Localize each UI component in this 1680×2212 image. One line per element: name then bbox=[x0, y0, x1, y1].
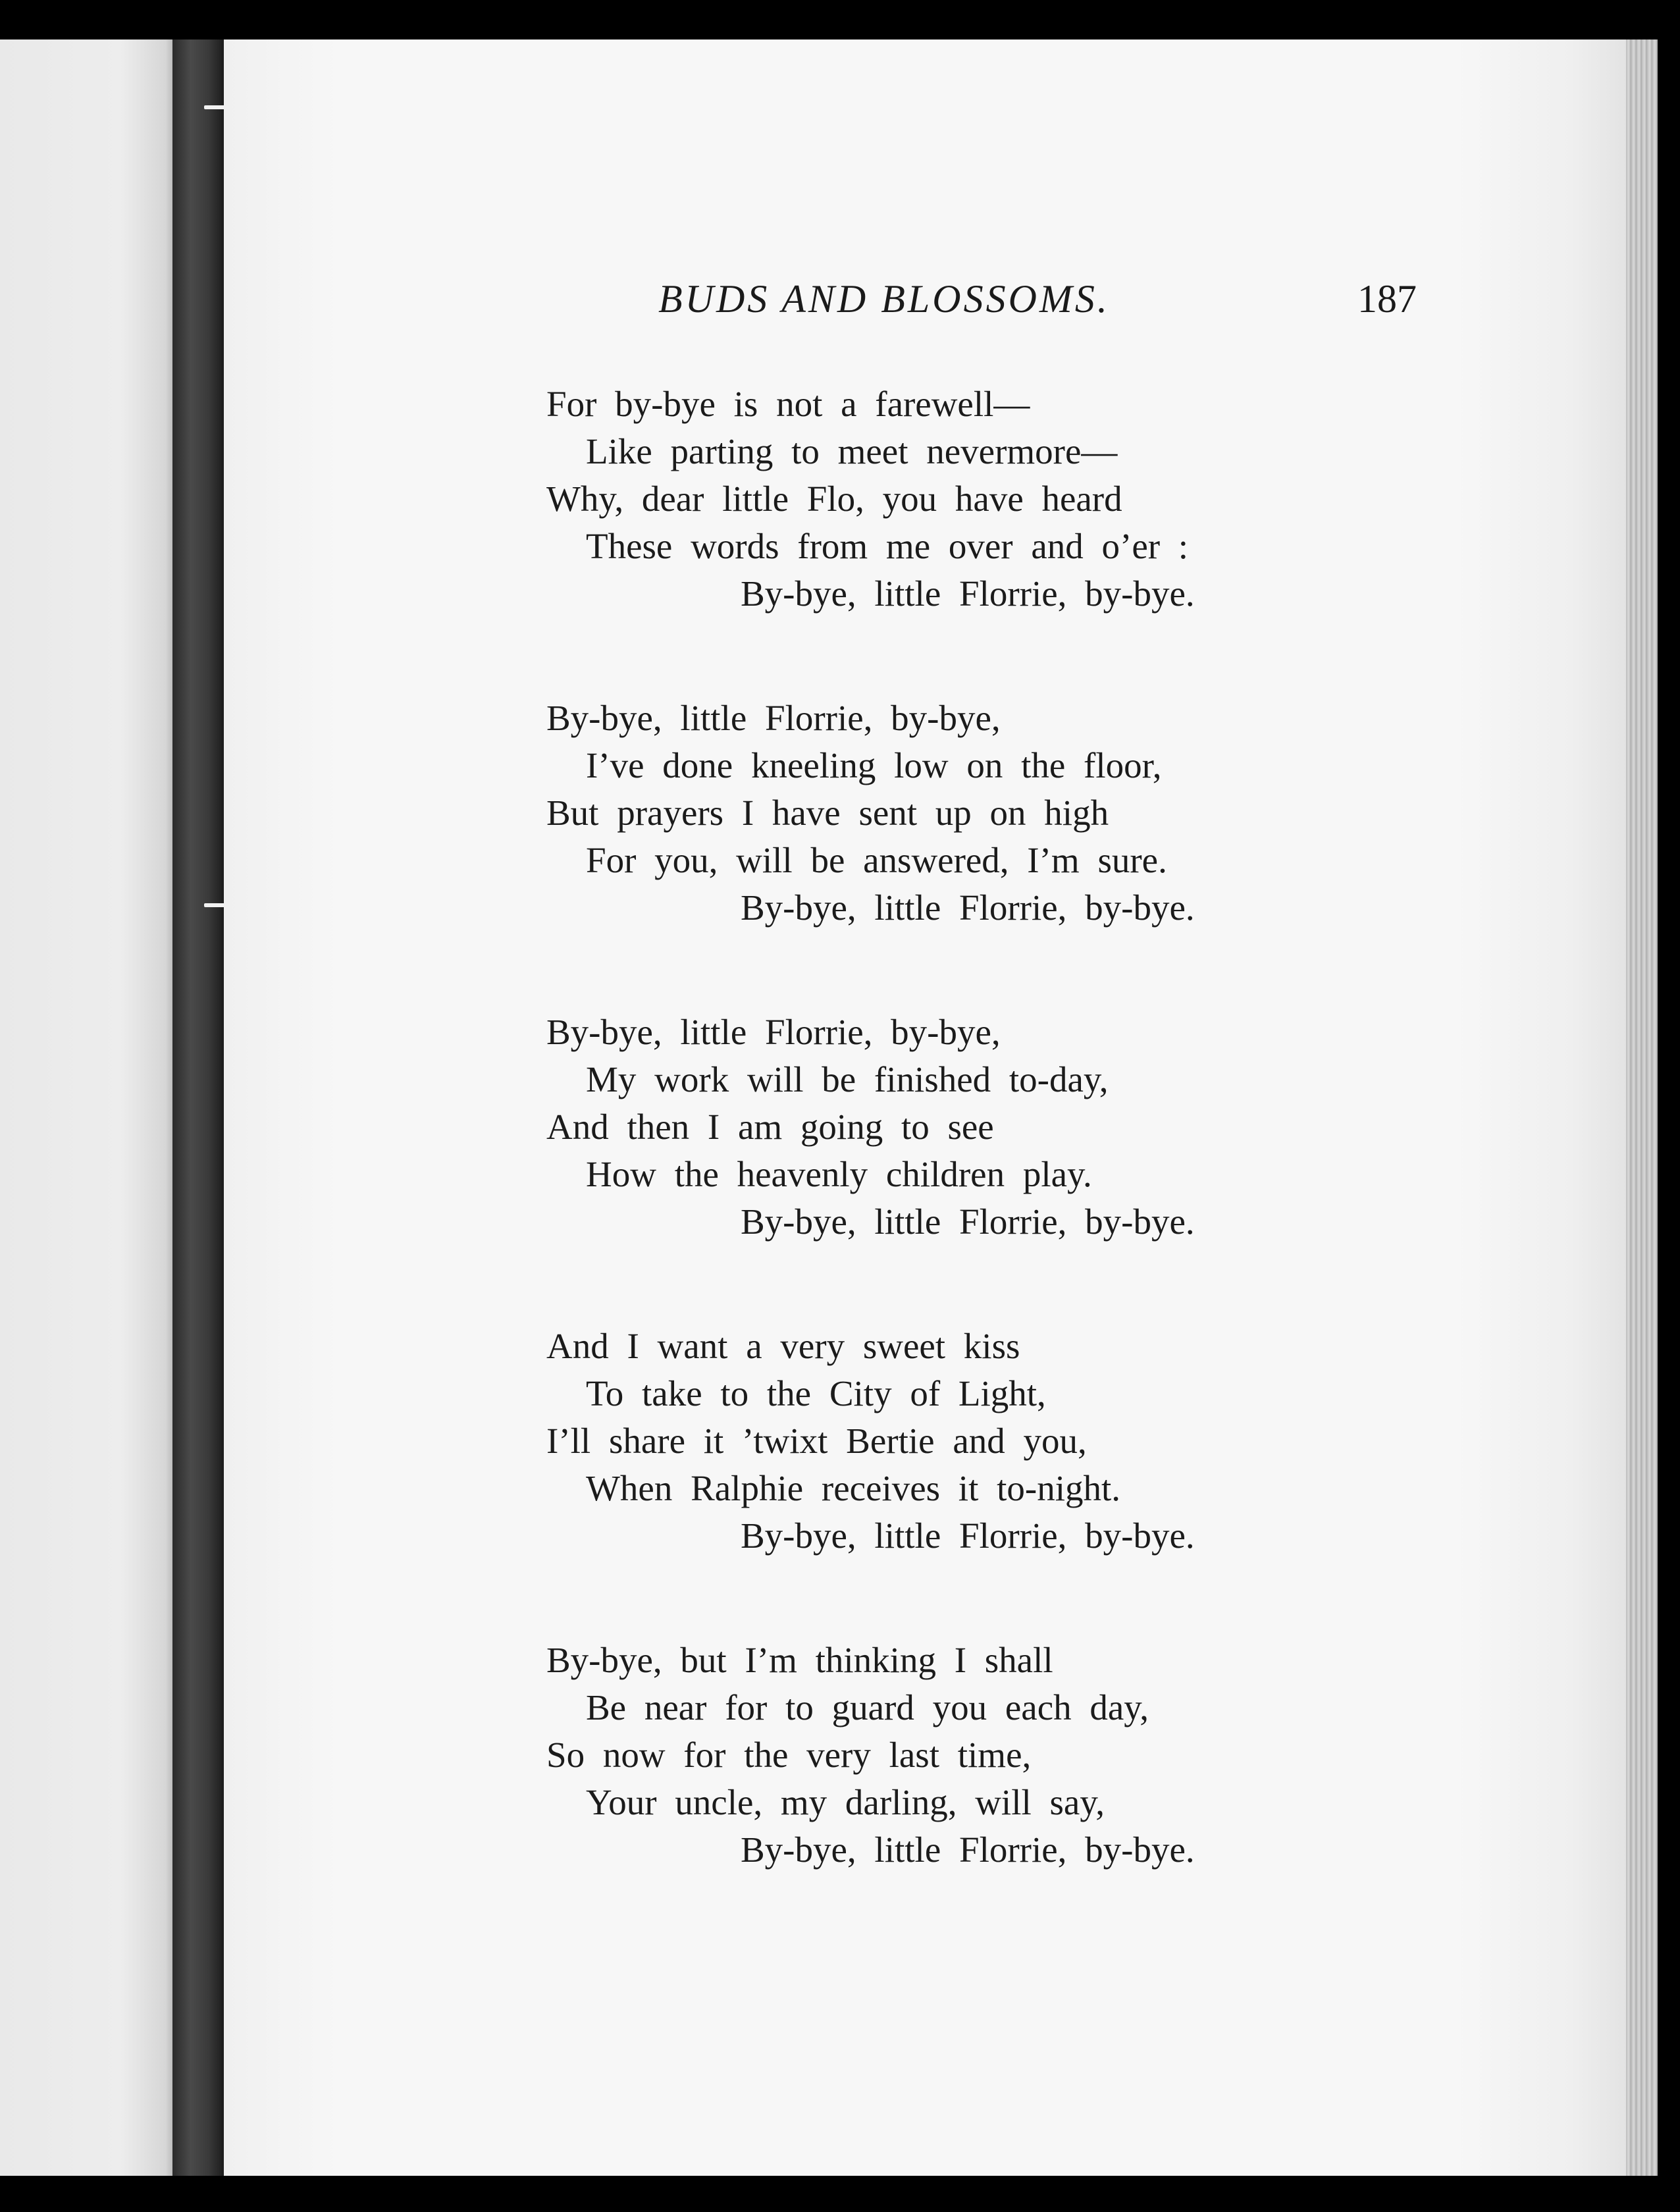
poem-line: I’ll share it ’twixt Bertie and you, bbox=[546, 1421, 1087, 1461]
page-fore-edge bbox=[1626, 40, 1658, 2176]
poem-refrain: By-bye, little Florrie, by-bye. bbox=[741, 1201, 1195, 1242]
poem-refrain: By-bye, little Florrie, by-bye. bbox=[741, 1515, 1195, 1556]
page-number: 187 bbox=[1357, 277, 1417, 321]
book-spine bbox=[172, 40, 224, 2176]
poem-line: I’ve done kneeling low on the floor, bbox=[586, 745, 1162, 785]
poem-line: When Ralphie receives it to-night. bbox=[586, 1468, 1121, 1508]
stanza bbox=[546, 381, 1402, 618]
poem-refrain: By-bye, little Florrie, by-bye. bbox=[741, 887, 1195, 928]
poem-line: Your uncle, my darling, will say, bbox=[586, 1782, 1105, 1822]
poem-line: By-bye, but I’m thinking I shall bbox=[546, 1640, 1053, 1680]
left-page-edge bbox=[0, 40, 172, 2176]
poem-refrain: By-bye, little Florrie, by-bye. bbox=[741, 573, 1195, 614]
poem-refrain: By-bye, little Florrie, by-bye. bbox=[741, 1830, 1195, 1870]
stanza bbox=[546, 1009, 1402, 1246]
stanza bbox=[546, 1637, 1402, 1874]
poem-line: So now for the very last time, bbox=[546, 1735, 1032, 1775]
poem-line: For by-bye is not a farewell— bbox=[546, 384, 1030, 424]
poem-line: And I want a very sweet kiss bbox=[546, 1326, 1020, 1366]
running-title: BUDS AND BLOSSOMS. bbox=[658, 277, 1110, 321]
poem-line: By-bye, little Florrie, by-bye, bbox=[546, 698, 1001, 738]
poem-line: My work will be finished to-day, bbox=[586, 1059, 1109, 1099]
poem bbox=[546, 381, 1402, 1951]
stanza bbox=[546, 1323, 1402, 1560]
poem-line: How the heavenly children play. bbox=[586, 1154, 1092, 1194]
poem-line: To take to the City of Light, bbox=[586, 1373, 1046, 1413]
poem-line: Why, dear little Flo, you have heard bbox=[546, 479, 1122, 519]
poem-line: For you, will be answered, I’m sure. bbox=[586, 840, 1167, 880]
poem-line: And then I am going to see bbox=[546, 1107, 994, 1147]
poem-line: By-bye, little Florrie, by-bye, bbox=[546, 1012, 1001, 1052]
poem-line: Be near for to guard you each day, bbox=[586, 1687, 1149, 1727]
poem-line: But prayers I have sent up on high bbox=[546, 793, 1109, 833]
poem-line: Like parting to meet nevermore— bbox=[586, 431, 1118, 471]
stanza bbox=[546, 695, 1402, 932]
poem-line: These words from me over and o’er : bbox=[586, 526, 1189, 566]
